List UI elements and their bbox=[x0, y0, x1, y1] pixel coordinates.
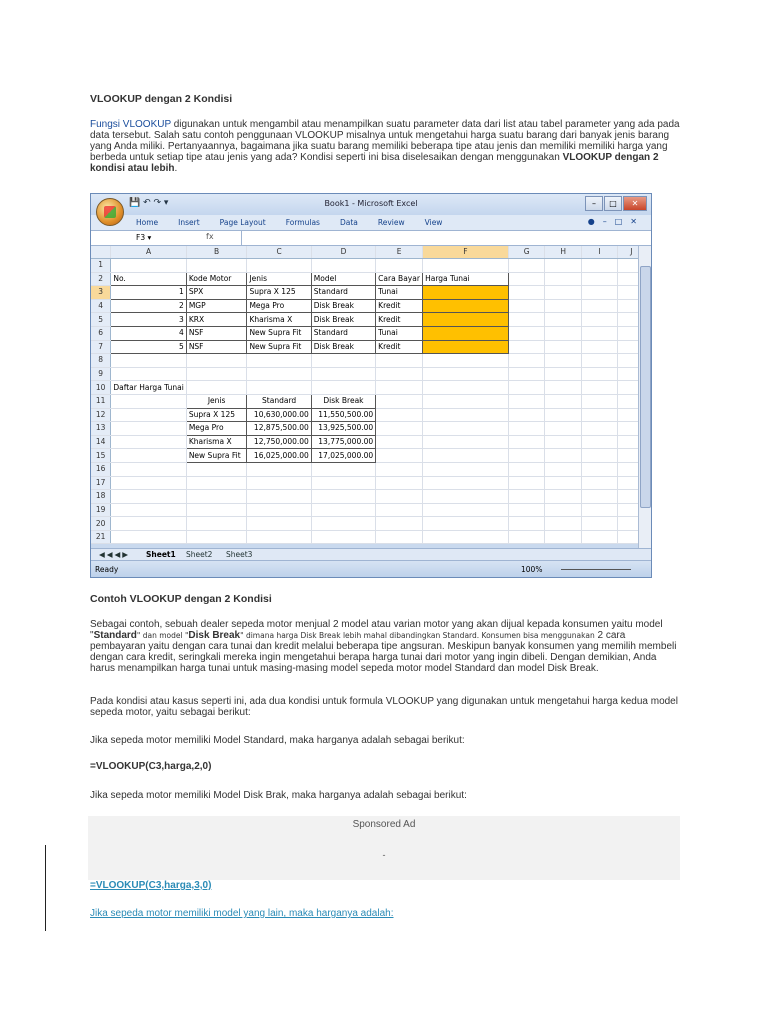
table-row bbox=[91, 530, 651, 544]
column-header-i[interactable]: I bbox=[582, 246, 618, 259]
grid-cell[interactable]: Kharisma X bbox=[186, 435, 247, 449]
column-header-h[interactable]: H bbox=[545, 246, 582, 259]
grid-cell[interactable]: Supra X 125 bbox=[186, 408, 247, 422]
grid-cell[interactable]: Disk Break bbox=[311, 299, 375, 313]
grid-cell[interactable] bbox=[508, 476, 545, 490]
grid-cell[interactable] bbox=[186, 462, 247, 476]
grid-cell[interactable] bbox=[376, 381, 423, 395]
grid-cell[interactable] bbox=[545, 286, 582, 300]
excel-screenshot bbox=[90, 193, 652, 578]
table-row bbox=[91, 286, 651, 300]
window-controls bbox=[585, 196, 647, 211]
grid-cell[interactable] bbox=[545, 517, 582, 531]
row-header[interactable]: 9 bbox=[91, 367, 111, 381]
sheet-tab-2[interactable]: Sheet2 bbox=[186, 550, 213, 559]
text-cursor-line bbox=[45, 845, 46, 931]
grid-cell[interactable] bbox=[545, 259, 582, 273]
grid-cell[interactable] bbox=[376, 517, 423, 531]
grid-cell[interactable] bbox=[423, 435, 509, 449]
grid-cell[interactable] bbox=[376, 394, 423, 408]
grid-cell[interactable] bbox=[311, 530, 375, 544]
ribbon-window-controls[interactable]: ●–□✕ bbox=[587, 217, 645, 226]
grid-cell[interactable] bbox=[111, 435, 186, 449]
grid-cell[interactable] bbox=[508, 530, 545, 544]
grid-cell[interactable] bbox=[423, 326, 509, 340]
heading-vlookup-2-kondisi: VLOOKUP dengan 2 Kondisi bbox=[90, 93, 233, 105]
grid-cell[interactable] bbox=[247, 530, 311, 544]
table-row bbox=[91, 272, 651, 286]
formula-bar bbox=[91, 231, 651, 246]
grid-cell[interactable] bbox=[111, 394, 186, 408]
row-header[interactable]: 6 bbox=[91, 326, 111, 340]
grid-cell[interactable]: New Supra Fit bbox=[186, 449, 247, 463]
grid-cell[interactable] bbox=[311, 354, 375, 368]
grid-cell[interactable] bbox=[186, 367, 247, 381]
grid-cell[interactable] bbox=[247, 354, 311, 368]
column-header-d[interactable]: D bbox=[311, 246, 375, 259]
grid-cell[interactable]: New Supra Fit bbox=[247, 340, 311, 354]
grid-cell[interactable] bbox=[545, 503, 582, 517]
grid-cell[interactable] bbox=[311, 381, 375, 395]
grid-cell[interactable] bbox=[247, 476, 311, 490]
vlookup-link[interactable]: Fungsi VLOOKUP bbox=[90, 119, 171, 130]
grid-cell[interactable] bbox=[186, 476, 247, 490]
grid-cell[interactable] bbox=[247, 503, 311, 517]
grid-cell[interactable] bbox=[376, 490, 423, 504]
row-header[interactable]: 16 bbox=[91, 462, 111, 476]
row-header[interactable]: 7 bbox=[91, 340, 111, 354]
grid-cell[interactable] bbox=[582, 313, 618, 327]
grid-cell[interactable] bbox=[423, 394, 509, 408]
grid-cell[interactable] bbox=[582, 286, 618, 300]
grid-cell[interactable] bbox=[423, 476, 509, 490]
grid-cell[interactable]: 12,750,000.00 bbox=[247, 435, 311, 449]
table-row bbox=[91, 462, 651, 476]
grid-cell[interactable] bbox=[186, 517, 247, 531]
grid-cell[interactable] bbox=[423, 340, 509, 354]
grid-cell[interactable]: 5 bbox=[111, 340, 186, 354]
grid-cell[interactable] bbox=[111, 517, 186, 531]
table-row bbox=[91, 435, 651, 449]
grid-cell[interactable] bbox=[376, 476, 423, 490]
grid-cell[interactable] bbox=[423, 503, 509, 517]
intro-paragraph: Fungsi VLOOKUP digunakan untuk mengambil atau menampilkan suatu parameter data dari list atau tabel parameter yang ada pada data tersebut. Salah satu contoh penggunaan VLOOKUP misalnya untuk mengetahui harga suatu barang dari banyak jenis barang yang Anda miliki. Pertanyaannya, bagaimana jika suatu barang memiliki beberapa tipe atau jenis dan memiliki memiliki harga yang berbeda untuk setiap tipe atau jenis yang ada? Kondisi seperti ini bisa diselesaikan dengan menggunakan VLOOKUP dengan 2 kondisi atau lebih. bbox=[90, 119, 680, 174]
grid-cell[interactable]: 12,875,500.00 bbox=[247, 422, 311, 436]
grid-cell[interactable]: Kode Motor bbox=[186, 272, 247, 286]
grid-cell[interactable] bbox=[376, 435, 423, 449]
table-row bbox=[91, 449, 651, 463]
grid-cell[interactable] bbox=[376, 354, 423, 368]
table-row bbox=[91, 490, 651, 504]
name-box[interactable]: F3 ▾ bbox=[136, 233, 152, 242]
window-title: Book1 - Microsoft Excel bbox=[324, 199, 418, 208]
grid-cell[interactable] bbox=[582, 367, 618, 381]
grid-cell[interactable] bbox=[111, 354, 186, 368]
grid-cell[interactable] bbox=[111, 259, 186, 273]
column-header-g[interactable]: G bbox=[508, 246, 545, 259]
grid-cell[interactable]: Daftar Harga Tunai bbox=[111, 381, 186, 395]
row-header[interactable]: 19 bbox=[91, 503, 111, 517]
grid-cell[interactable] bbox=[582, 517, 618, 531]
grid-cell[interactable]: Jenis bbox=[186, 394, 247, 408]
table-row bbox=[91, 503, 651, 517]
grid-cell[interactable]: KRX bbox=[186, 313, 247, 327]
status-ready: Ready bbox=[95, 565, 119, 574]
grid-cell[interactable] bbox=[508, 435, 545, 449]
grid-cell[interactable] bbox=[582, 326, 618, 340]
grid-cell[interactable]: Cara Bayar bbox=[376, 272, 423, 286]
grid-cell[interactable] bbox=[545, 340, 582, 354]
column-header-c[interactable]: C bbox=[247, 246, 311, 259]
grid-cell[interactable] bbox=[311, 259, 375, 273]
grid-cell[interactable] bbox=[508, 408, 545, 422]
grid-cell[interactable] bbox=[186, 259, 247, 273]
grid-cell[interactable] bbox=[423, 299, 509, 313]
grid-cell[interactable] bbox=[311, 490, 375, 504]
grid-cell[interactable] bbox=[508, 449, 545, 463]
table-row bbox=[91, 340, 651, 354]
grid-cell[interactable] bbox=[376, 408, 423, 422]
row-header[interactable]: 15 bbox=[91, 449, 111, 463]
grid-cell[interactable] bbox=[582, 476, 618, 490]
standard-condition-text: Jika sepeda motor memiliki Model Standard, maka harganya adalah sebagai berikut: bbox=[90, 735, 465, 746]
row-header[interactable]: 2 bbox=[91, 272, 111, 286]
disk-break-condition-text: Jika sepeda motor memiliki Model Disk Brak, maka harganya adalah sebagai berikut: bbox=[90, 790, 467, 801]
grid-cell[interactable] bbox=[582, 462, 618, 476]
spreadsheet-grid bbox=[91, 246, 651, 544]
grid-cell[interactable]: 1 bbox=[111, 286, 186, 300]
grid-cell[interactable]: 10,630,000.00 bbox=[247, 408, 311, 422]
grid-cell[interactable]: Model bbox=[311, 272, 375, 286]
grid-cell[interactable] bbox=[582, 381, 618, 395]
grid-cell[interactable]: New Supra Fit bbox=[247, 326, 311, 340]
grid-cell[interactable]: Jenis bbox=[247, 272, 311, 286]
conditions-paragraph: Pada kondisi atau kasus seperti ini, ada dua kondisi untuk formula VLOOKUP yang digunakan untuk mengetahui harga kedua model sepeda motor, yaitu sebagai berikut: bbox=[90, 696, 678, 718]
grid-cell[interactable] bbox=[423, 449, 509, 463]
grid-cell[interactable] bbox=[545, 435, 582, 449]
grid-cell[interactable] bbox=[111, 462, 186, 476]
grid-cell[interactable] bbox=[423, 462, 509, 476]
grid-cell[interactable] bbox=[376, 422, 423, 436]
grid-cell[interactable] bbox=[545, 449, 582, 463]
row-header[interactable]: 21 bbox=[91, 530, 111, 544]
grid-cell[interactable] bbox=[423, 422, 509, 436]
table-row bbox=[91, 313, 651, 327]
row-header[interactable]: 20 bbox=[91, 517, 111, 531]
grid-cell[interactable] bbox=[508, 272, 545, 286]
row-header[interactable]: 12 bbox=[91, 408, 111, 422]
minimize-icon[interactable]: – bbox=[585, 196, 603, 211]
grid-cell[interactable] bbox=[423, 490, 509, 504]
grid-cell[interactable] bbox=[247, 381, 311, 395]
grid-cell[interactable] bbox=[376, 259, 423, 273]
close-icon[interactable]: ✕ bbox=[623, 196, 647, 211]
table-row bbox=[91, 517, 651, 531]
grid-cell[interactable] bbox=[508, 381, 545, 395]
sheet-tab-3[interactable]: Sheet3 bbox=[226, 550, 253, 559]
grid-cell[interactable] bbox=[111, 422, 186, 436]
grid-cell[interactable] bbox=[423, 408, 509, 422]
column-header-e[interactable]: E bbox=[376, 246, 423, 259]
grid-cell[interactable] bbox=[186, 530, 247, 544]
grid-cell[interactable] bbox=[311, 367, 375, 381]
ribbon-tab-page-layout[interactable]: Page Layout bbox=[219, 218, 266, 227]
row-header[interactable]: 11 bbox=[91, 394, 111, 408]
grid-cell[interactable]: Tunai bbox=[376, 326, 423, 340]
table-row bbox=[91, 326, 651, 340]
grid-cell[interactable] bbox=[508, 462, 545, 476]
column-header-j[interactable]: J bbox=[617, 246, 645, 259]
grid-cell[interactable]: 11,550,500.00 bbox=[311, 408, 375, 422]
grid-cell[interactable] bbox=[247, 490, 311, 504]
grid-cell[interactable] bbox=[582, 422, 618, 436]
grid-cell[interactable] bbox=[508, 259, 545, 273]
grid-cell[interactable] bbox=[545, 367, 582, 381]
grid-cell[interactable] bbox=[582, 435, 618, 449]
grid-cell[interactable] bbox=[582, 272, 618, 286]
grid-cell[interactable] bbox=[376, 449, 423, 463]
grid-cell[interactable]: Disk Break bbox=[311, 313, 375, 327]
status-bar bbox=[91, 560, 651, 578]
grid-cell[interactable] bbox=[247, 259, 311, 273]
ad-placeholder: - bbox=[382, 850, 386, 860]
grid-cell[interactable]: Standard bbox=[311, 286, 375, 300]
grid-cell[interactable] bbox=[508, 313, 545, 327]
grid-cell[interactable] bbox=[376, 462, 423, 476]
row-header[interactable]: 14 bbox=[91, 435, 111, 449]
table-row bbox=[91, 354, 651, 368]
grid-cell[interactable]: 13,925,500.00 bbox=[311, 422, 375, 436]
grid-cell[interactable] bbox=[423, 313, 509, 327]
grid-cell[interactable]: Harga Tunai bbox=[423, 272, 509, 286]
grid-cell[interactable]: SPX bbox=[186, 286, 247, 300]
row-header[interactable]: 10 bbox=[91, 381, 111, 395]
grid-cell[interactable] bbox=[508, 340, 545, 354]
example-paragraph: Sebagai contoh, sebuah dealer sepeda motor menjual 2 model atau varian motor yang akan dijual kepada konsumen yaitu model "Standard" dan model "Disk Break" dimana harga Disk Break lebih mahal dibandingkan Standard. Konsumen bisa menggunakan 2 cara pembayaran yaitu dengan cara tunai dan kredit melalui beberapa tipe angsuran. Meskipun banyak konsumen yang memilih membeli dengan cara kredit, seringkali mereka ingin mengetahui berapa harga tunai dari motor yang ingin dibeli. Dengan demikian, Anda harus menampilkan harga tunai untuk masing-masing model sepeda motor model Standard dan model Disk Break. bbox=[90, 619, 677, 674]
grid-cell[interactable] bbox=[111, 449, 186, 463]
row-header[interactable]: 17 bbox=[91, 476, 111, 490]
grid-cell[interactable] bbox=[545, 490, 582, 504]
vertical-scrollbar[interactable] bbox=[638, 246, 651, 548]
fx-icon[interactable]: fx bbox=[206, 232, 214, 241]
table-row bbox=[91, 408, 651, 422]
grid-cell[interactable]: Disk Break bbox=[311, 394, 375, 408]
ribbon-tab-formulas[interactable]: Formulas bbox=[285, 218, 320, 227]
grid-cell[interactable] bbox=[423, 259, 509, 273]
grid-cell[interactable]: NSF bbox=[186, 340, 247, 354]
grid-cell[interactable] bbox=[247, 367, 311, 381]
row-header[interactable]: 3 bbox=[91, 286, 111, 300]
grid-cell[interactable]: 17,025,000.00 bbox=[311, 449, 375, 463]
grid-cell[interactable]: Kredit bbox=[376, 340, 423, 354]
grid-cell[interactable] bbox=[423, 530, 509, 544]
table-row bbox=[91, 299, 651, 313]
grid-cell[interactable]: Kredit bbox=[376, 299, 423, 313]
grid-cell[interactable] bbox=[111, 503, 186, 517]
table-row bbox=[91, 394, 651, 408]
grid-cell[interactable] bbox=[582, 490, 618, 504]
grid-cell[interactable] bbox=[376, 367, 423, 381]
grid-cell[interactable] bbox=[311, 517, 375, 531]
grid-cell[interactable] bbox=[111, 408, 186, 422]
grid-cell[interactable] bbox=[582, 408, 618, 422]
grid-cell[interactable] bbox=[508, 367, 545, 381]
grid-cell[interactable] bbox=[545, 422, 582, 436]
column-header-f[interactable]: F bbox=[423, 246, 509, 259]
grid-cell[interactable] bbox=[376, 530, 423, 544]
grid-cell[interactable] bbox=[545, 462, 582, 476]
sheet-tab-1[interactable]: Sheet1 bbox=[146, 550, 176, 559]
grid-cell[interactable] bbox=[423, 354, 509, 368]
grid-cell[interactable] bbox=[545, 313, 582, 327]
select-all-corner[interactable] bbox=[91, 246, 111, 259]
grid-cell[interactable] bbox=[311, 503, 375, 517]
column-header-b[interactable]: B bbox=[186, 246, 247, 259]
grid-cell[interactable] bbox=[508, 503, 545, 517]
grid-cell[interactable]: 4 bbox=[111, 326, 186, 340]
grid-cell[interactable]: 16,025,000.00 bbox=[247, 449, 311, 463]
grid-cell[interactable] bbox=[582, 530, 618, 544]
grid-cell[interactable] bbox=[545, 530, 582, 544]
grid-cell[interactable] bbox=[186, 381, 247, 395]
grid-cell[interactable] bbox=[545, 299, 582, 313]
grid-cell[interactable]: Standard bbox=[247, 394, 311, 408]
other-model-link[interactable]: Jika sepeda motor memiliki model yang lain, maka harganya adalah: bbox=[90, 908, 394, 919]
zoom-slider[interactable] bbox=[561, 569, 631, 570]
grid-cell[interactable] bbox=[508, 490, 545, 504]
grid-cell[interactable]: 13,775,000.00 bbox=[311, 435, 375, 449]
grid-cell[interactable]: Mega Pro bbox=[186, 422, 247, 436]
grid-cell[interactable]: Mega Pro bbox=[247, 299, 311, 313]
ribbon-tab-data[interactable]: Data bbox=[339, 218, 358, 227]
grid-cell[interactable] bbox=[111, 490, 186, 504]
column-header-a[interactable]: A bbox=[111, 246, 186, 259]
grid-cell[interactable] bbox=[545, 326, 582, 340]
grid-cell[interactable] bbox=[582, 340, 618, 354]
ribbon-tab-view[interactable]: View bbox=[424, 218, 443, 227]
grid-cell[interactable] bbox=[111, 367, 186, 381]
grid-cell[interactable] bbox=[508, 326, 545, 340]
grid-cell[interactable] bbox=[508, 394, 545, 408]
heading-contoh-vlookup: Contoh VLOOKUP dengan 2 Kondisi bbox=[90, 593, 272, 605]
grid-cell[interactable] bbox=[508, 354, 545, 368]
row-header[interactable]: 5 bbox=[91, 313, 111, 327]
grid-cell[interactable] bbox=[423, 381, 509, 395]
quick-access-toolbar[interactable]: 💾 ↶ ↷ ▾ bbox=[129, 198, 169, 208]
grid-cell[interactable]: No. bbox=[111, 272, 186, 286]
grid-cell[interactable] bbox=[186, 490, 247, 504]
table-row bbox=[91, 259, 651, 273]
grid-cell[interactable] bbox=[247, 462, 311, 476]
grid-cell[interactable]: 3 bbox=[111, 313, 186, 327]
table-row bbox=[91, 367, 651, 381]
zoom-level[interactable]: 100% bbox=[521, 565, 543, 574]
grid-cell[interactable] bbox=[111, 476, 186, 490]
table-row bbox=[91, 422, 651, 436]
table-row bbox=[91, 476, 651, 490]
grid-cell[interactable] bbox=[311, 476, 375, 490]
grid-cell[interactable]: Kharisma X bbox=[247, 313, 311, 327]
table-row bbox=[91, 381, 651, 395]
grid-cell[interactable] bbox=[111, 530, 186, 544]
ribbon-tabs bbox=[91, 215, 651, 231]
grid-cell[interactable]: Tunai bbox=[376, 286, 423, 300]
grid-cell[interactable] bbox=[582, 299, 618, 313]
grid-cell[interactable] bbox=[582, 259, 618, 273]
grid-cell[interactable]: 2 bbox=[111, 299, 186, 313]
grid-cell[interactable] bbox=[423, 517, 509, 531]
ribbon-tab-review[interactable]: Review bbox=[377, 218, 405, 227]
grid-cell[interactable] bbox=[545, 394, 582, 408]
grid-cell[interactable] bbox=[508, 422, 545, 436]
row-header[interactable]: 8 bbox=[91, 354, 111, 368]
ribbon-tab-insert[interactable]: Insert bbox=[178, 218, 200, 227]
grid-cell[interactable] bbox=[508, 286, 545, 300]
grid-cell[interactable] bbox=[545, 272, 582, 286]
excel-title-bar bbox=[91, 194, 651, 215]
grid-cell[interactable] bbox=[545, 354, 582, 368]
sponsored-ad[interactable] bbox=[88, 816, 680, 880]
row-header[interactable]: 4 bbox=[91, 299, 111, 313]
grid-cell[interactable]: NSF bbox=[186, 326, 247, 340]
grid-cell[interactable]: Disk Break bbox=[311, 340, 375, 354]
grid-cell[interactable] bbox=[582, 503, 618, 517]
grid-cell[interactable]: Kredit bbox=[376, 313, 423, 327]
grid-cell[interactable] bbox=[582, 394, 618, 408]
grid-cell[interactable] bbox=[582, 354, 618, 368]
grid-cell[interactable]: Standard bbox=[311, 326, 375, 340]
office-button-icon[interactable] bbox=[96, 198, 124, 226]
grid-cell[interactable]: Supra X 125 bbox=[247, 286, 311, 300]
grid-cell[interactable] bbox=[582, 449, 618, 463]
grid-cell[interactable] bbox=[423, 367, 509, 381]
sheet-nav-arrows[interactable]: ◀◀◀▶ bbox=[99, 550, 131, 559]
grid-cell[interactable] bbox=[545, 476, 582, 490]
row-header[interactable]: 13 bbox=[91, 422, 111, 436]
ribbon-tab-home[interactable]: Home bbox=[136, 218, 159, 227]
row-header[interactable]: 1 bbox=[91, 259, 111, 273]
grid-cell[interactable] bbox=[545, 408, 582, 422]
formula-disk-break-link[interactable]: =VLOOKUP(C3,harga,3,0) bbox=[90, 880, 212, 891]
maximize-icon[interactable]: □ bbox=[604, 196, 622, 211]
formula-standard: =VLOOKUP(C3,harga,2,0) bbox=[90, 761, 212, 772]
grid-cell[interactable] bbox=[545, 381, 582, 395]
grid-cell[interactable] bbox=[508, 299, 545, 313]
grid-cell[interactable] bbox=[423, 286, 509, 300]
grid-cell[interactable]: MGP bbox=[186, 299, 247, 313]
grid-cell[interactable] bbox=[186, 503, 247, 517]
grid-cell[interactable] bbox=[186, 354, 247, 368]
grid-cell[interactable] bbox=[376, 503, 423, 517]
ad-label: Sponsored Ad bbox=[352, 819, 416, 830]
grid-cell[interactable] bbox=[247, 517, 311, 531]
grid-cell[interactable] bbox=[508, 517, 545, 531]
grid-cell[interactable] bbox=[311, 462, 375, 476]
row-header[interactable]: 18 bbox=[91, 490, 111, 504]
